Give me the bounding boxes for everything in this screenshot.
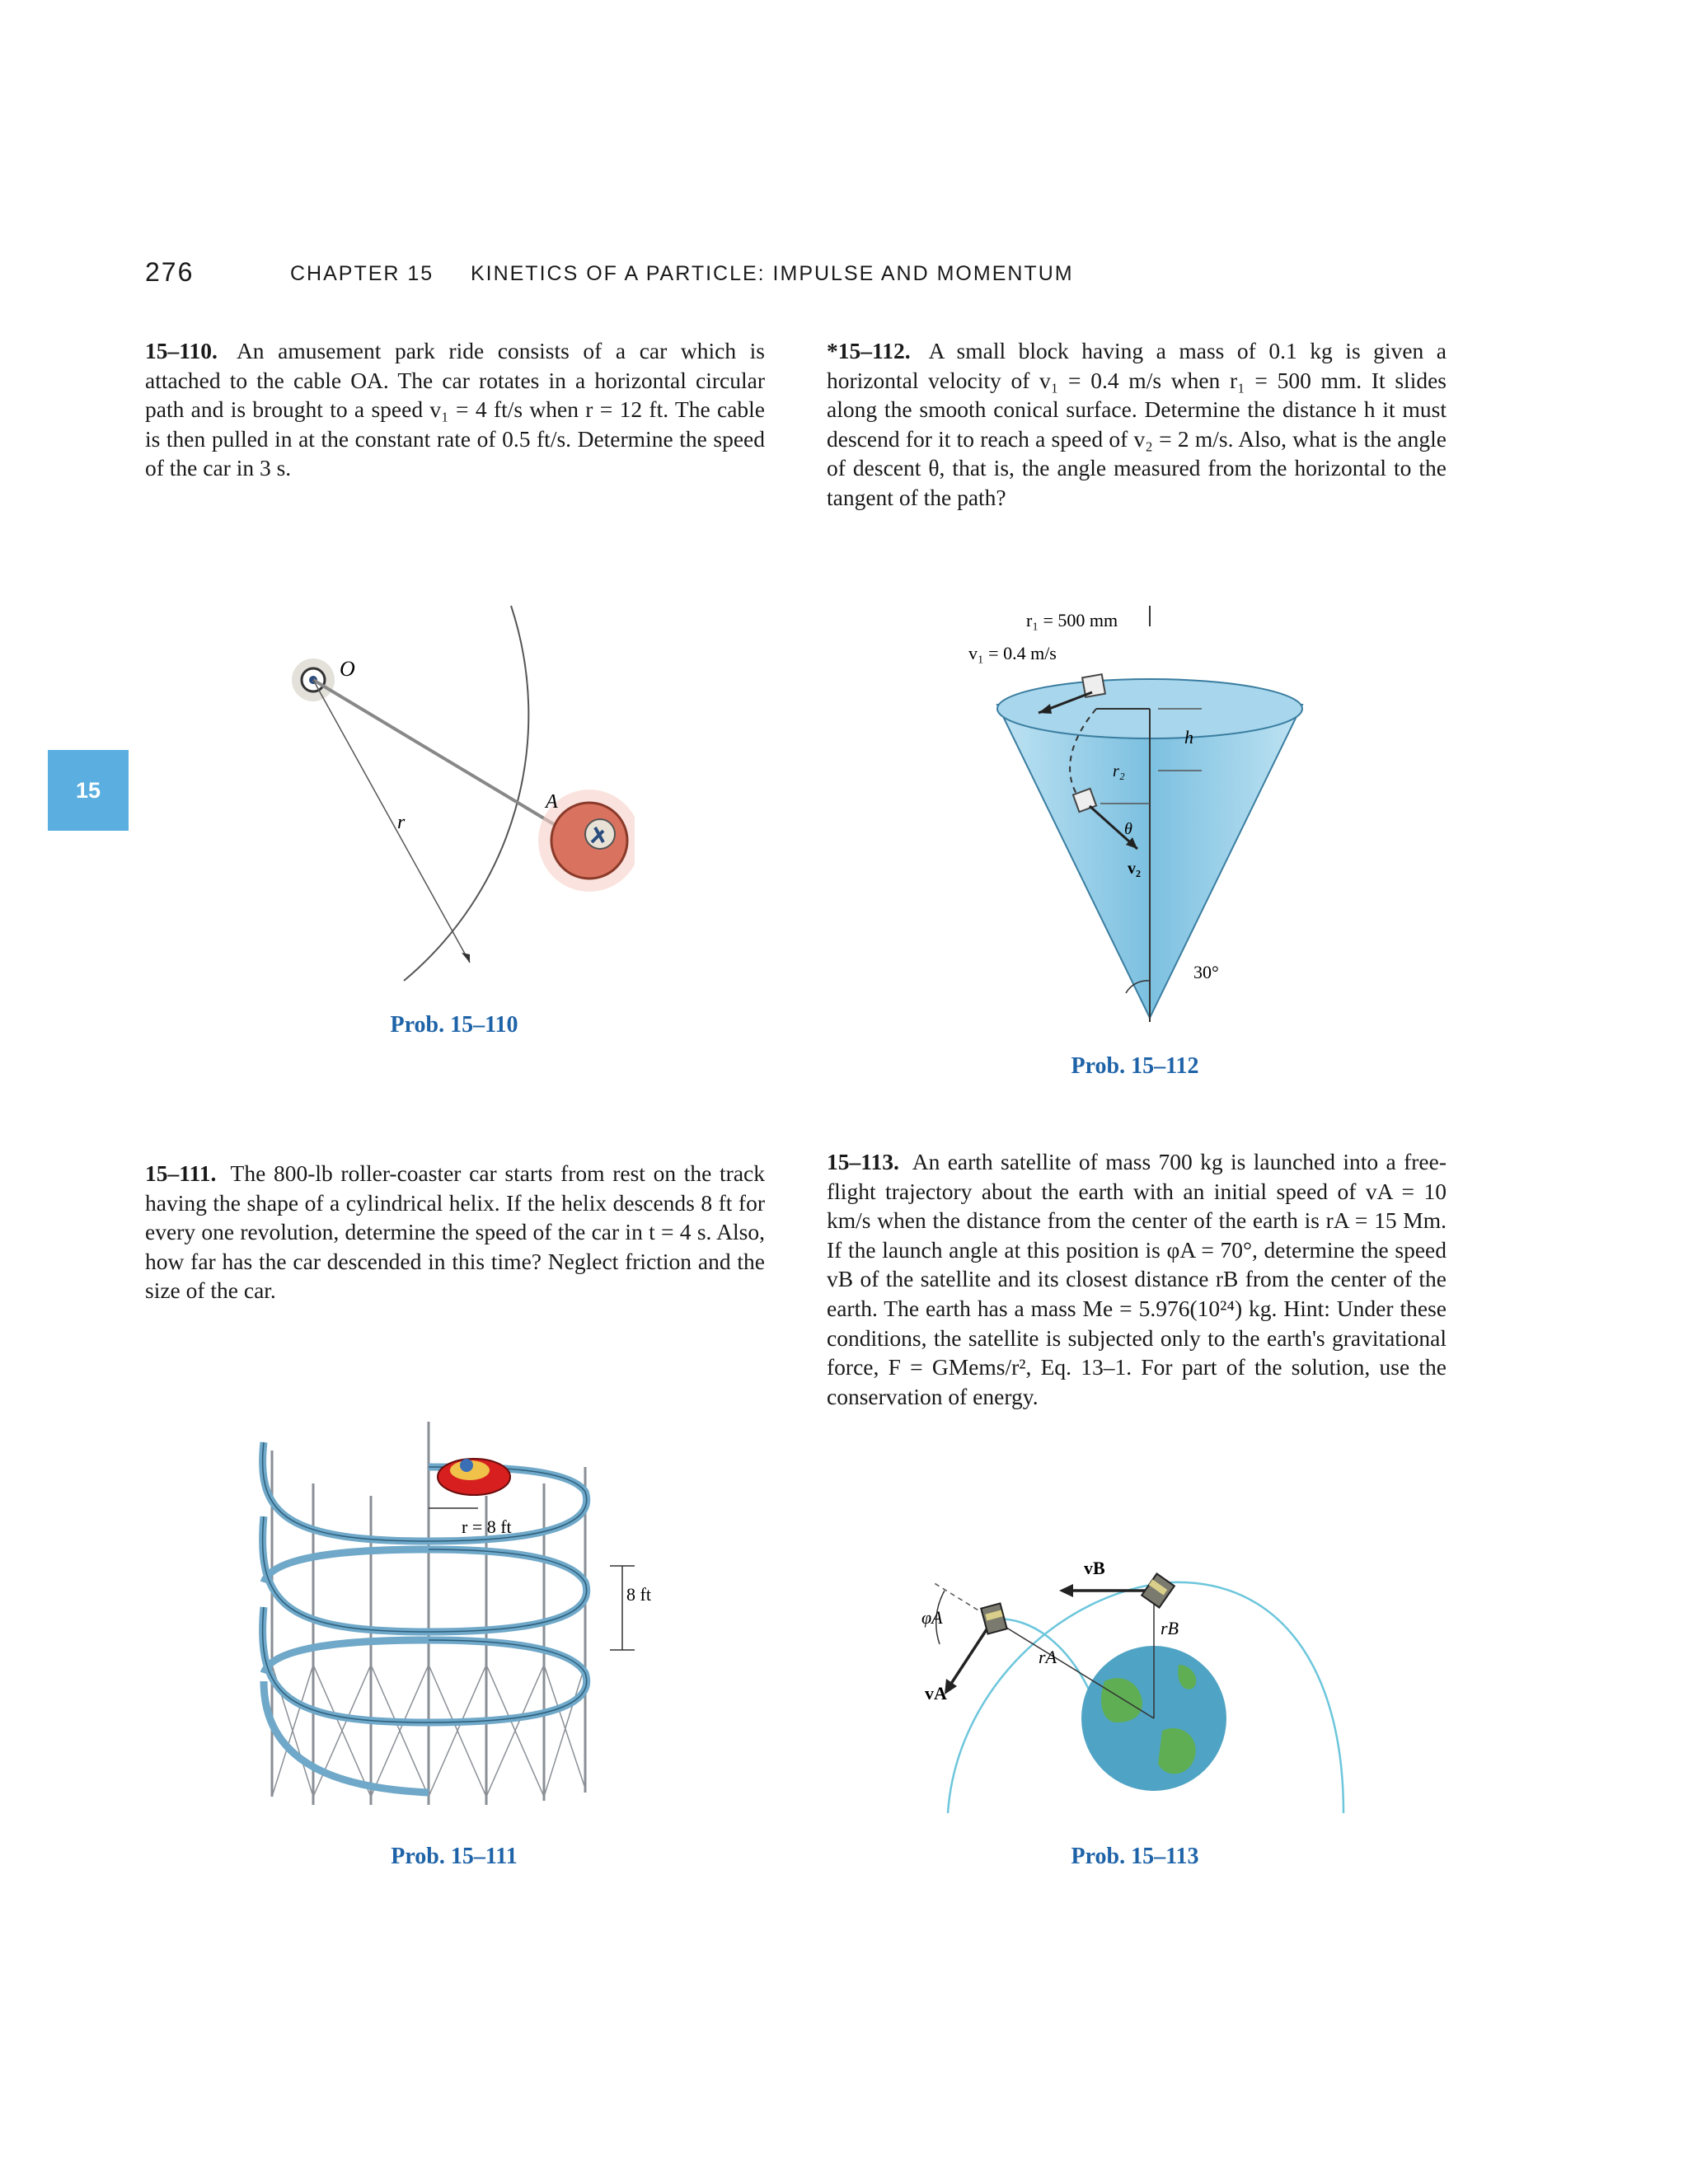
label-vb: vB <box>1084 1558 1105 1578</box>
figure-15-111 <box>239 1418 668 1813</box>
roller-coaster-car-icon <box>438 1459 510 1495</box>
page-number: 276 <box>145 257 195 287</box>
label-rb: rB <box>1160 1618 1179 1638</box>
label-phi-a: φA <box>921 1607 943 1628</box>
caption-15-113: Prob. 15–113 <box>1071 1844 1199 1869</box>
label-va: vA <box>925 1683 947 1704</box>
figure-15-112 <box>948 602 1327 1030</box>
problem-15-111 <box>145 1159 765 1305</box>
problem-number: 15–110. <box>145 338 218 363</box>
chapter-label: CHAPTER 15 <box>290 262 434 285</box>
label-theta: θ <box>1124 820 1132 838</box>
chapter-tab-label: 15 <box>75 777 101 803</box>
chapter-tab <box>48 750 129 831</box>
vb-arrowhead-icon <box>1059 1584 1073 1597</box>
chapter-title: KINETICS OF A PARTICLE: IMPULSE AND MOMENTUM <box>470 262 1074 285</box>
radius-line <box>313 680 470 963</box>
helix-track <box>263 1442 587 1793</box>
problem-text: An amusement park ride consists of a car which is attached to the cable OA. The car rotates in a horizontal circular path and is brought to a speed v₁ = 4 ft/s when r = 12 ft. The cable is then pulled in at the constant rate of 0.5 ft/s. Determine the speed of the car in 3 s. <box>145 338 766 481</box>
caption-15-112: Prob. 15–112 <box>1071 1053 1199 1079</box>
helix-track-edge <box>263 1442 587 1722</box>
label-o: O <box>340 657 355 681</box>
label-r: r <box>397 812 406 833</box>
problem-text: A small block having a mass of 0.1 kg is given a horizontal velocity of v₁ = 0.4 m/s when r₁ = 500 mm. It slides along the smooth conical surface. Determine the distance h it must descend for it to reach a speed of v₂ = 2 m/s. Also, what is the angle of descent θ, that is, the angle measured from the horizontal to the tangent of the path? <box>827 338 1447 510</box>
label-v1: v₁ = 0.4 m/s <box>968 643 1057 663</box>
problem-number: 15–111. <box>145 1160 217 1186</box>
circular-path-arc <box>404 606 528 981</box>
cable-oa <box>313 680 560 828</box>
label-a: A <box>546 791 558 813</box>
problem-number: 15–113. <box>827 1149 899 1174</box>
label-radius: r = 8 ft <box>462 1516 512 1537</box>
label-height: 8 ft <box>626 1584 651 1605</box>
support-frame <box>272 1422 585 1805</box>
label-r2: r₂ <box>1113 762 1125 780</box>
problem-text: An earth satellite of mass 700 kg is launched into a free-flight trajectory about the earth with an initial speed of vA = 10 km/s when the distance from the center of the earth is rA = 15 Mm. If the launch angle at this position is φA = 70°, determine the speed vB of the satellite and its closest distance rB from the center of the earth. The earth has a mass Me = 5.976(10²⁴) kg. Hint: Under these conditions, the satellite is subjected only to the earth's gravitational force, F = GMems/r², Eq. 13–1. For part of the solution, use the conservation of energy. <box>827 1149 1447 1409</box>
label-v2: v₂ <box>1128 860 1141 878</box>
page-header <box>145 257 1546 290</box>
label-angle: 30° <box>1193 962 1219 982</box>
label-h: h <box>1184 727 1193 748</box>
problem-15-113 <box>827 1147 1447 1411</box>
problem-15-110 <box>145 336 765 483</box>
label-ra: rA <box>1039 1647 1057 1667</box>
satellite-a-icon <box>981 1603 1006 1633</box>
label-r1: r₁ = 500 mm <box>1026 610 1118 630</box>
problem-15-112 <box>827 336 1447 513</box>
figure-15-113 <box>915 1500 1376 1830</box>
caption-15-110: Prob. 15–110 <box>390 1012 518 1038</box>
problem-number: *15–112. <box>827 338 911 363</box>
radius-arrow-icon <box>462 953 470 963</box>
caption-15-111: Prob. 15–111 <box>391 1844 518 1869</box>
figure-15-110 <box>272 593 635 997</box>
satellite-b-icon <box>1142 1573 1175 1607</box>
problem-text: The 800-lb roller-coaster car starts from rest on the track having the shape of a cylindrical helix. If the helix descends 8 ft for every one revolution, determine the speed of the car in t = 4 s. Also, how far has the car descended in this time? Neglect friction and the size of the car. <box>145 1160 765 1304</box>
running-head <box>290 262 1074 286</box>
